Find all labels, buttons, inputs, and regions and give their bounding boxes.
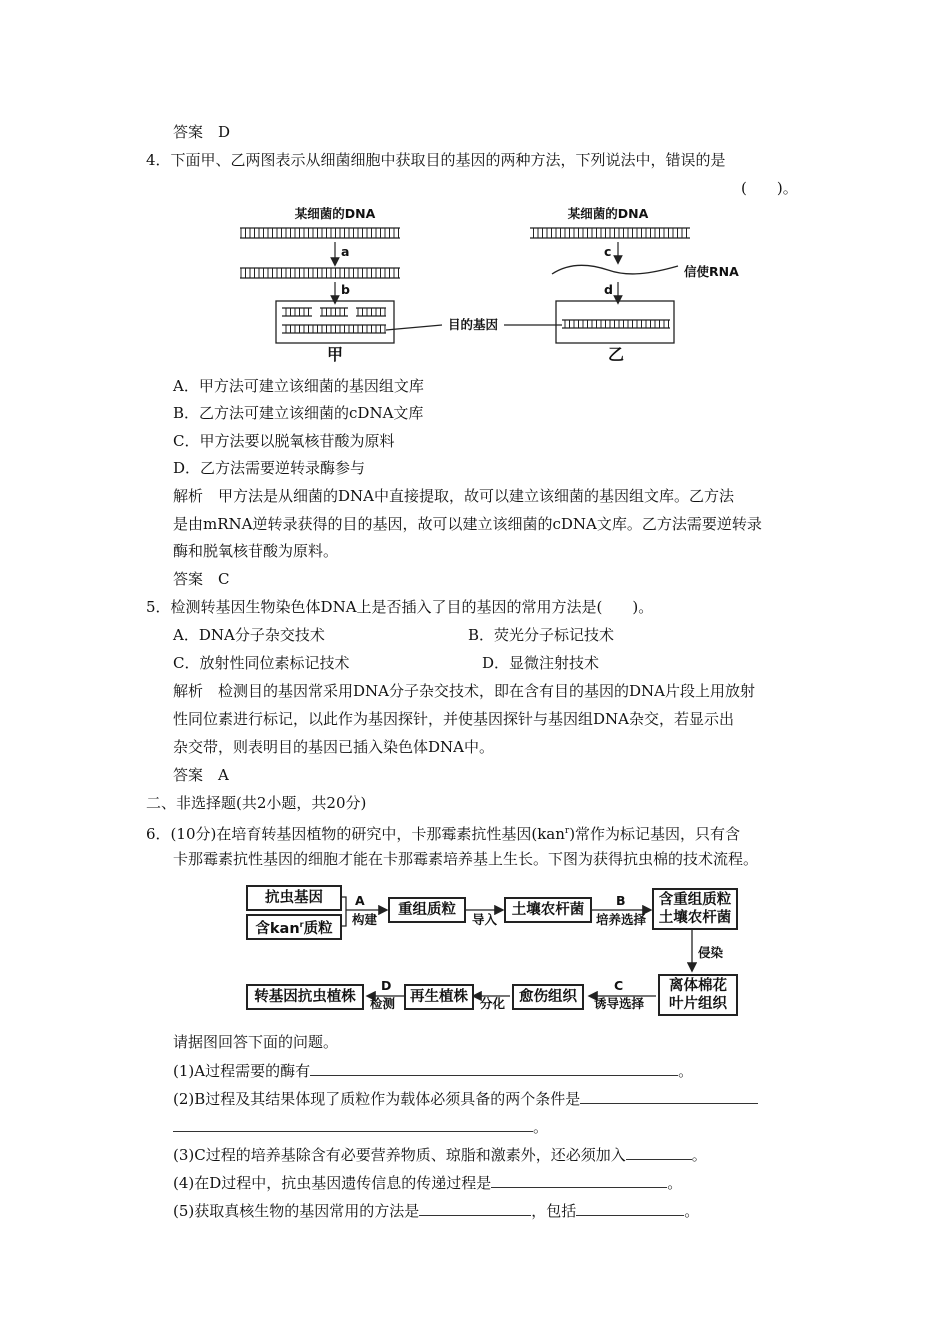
box-regenerated-plant: 再生植株 [404,984,474,1010]
bacterial-dna-strand-left [240,228,400,238]
step-d-desc: 检测 [370,996,396,1011]
q6-prompt: 请据图回答下面的问题。 [173,1033,339,1051]
answer-blank-2b[interactable] [173,1116,533,1132]
step-a-desc: 构建 [352,912,378,927]
answer-blank-1[interactable] [310,1060,678,1076]
q4-option-c: C．甲方法要以脱氧核苷酸为原料 [173,432,395,450]
box-callus: 愈伤组织 [512,984,584,1010]
dna-label-left: 某细菌的DNA [294,206,376,221]
target-gene-label: 目的基因 [447,317,499,332]
step-d-label: d [604,282,613,297]
q4-figure [240,204,760,366]
step-import: 导入 [472,912,498,927]
q4-option-d: D．乙方法需要逆转录酶参与 [173,459,366,477]
box-recombinant-plasmid: 重组质粒 [388,897,466,923]
q6-sub4: (4)在D过程中，抗虫基因遗传信息的传递过程是 。 [173,1174,683,1192]
answer-blank-5b[interactable] [576,1200,684,1216]
q5-answer: 答案 A [173,766,229,784]
cdna-strand [562,320,670,328]
q4-option-a: A．甲方法可建立该细菌的基因组文库 [173,377,424,395]
q5-stem: 5．检测转基因生物染色体DNA上是否插入了目的基因的常用方法是( )。 [146,598,654,616]
q6-sub2: (2)B过程及其结果体现了质粒作为载体必须具备的两个条件是 [173,1088,758,1109]
gene-fragments [282,308,386,333]
q6-stem-line1: 6．(10分)在培育转基因植物的研究中，卡那霉素抗性基因(kan$^r$)常作为标记基因，只有含 [146,825,741,843]
mrna-strand [552,265,678,274]
step-d-label: D [381,978,392,993]
answer-prev: 答案 D [173,123,231,141]
q4-analysis-line1: 解析 甲方法是从细菌的DNA中直接提取，故可以建立该细菌的基因组文库。乙方法 [173,487,734,505]
answer-blank-4[interactable] [491,1172,667,1188]
q4-option-b: B．乙方法可建立该细菌的cDNA文库 [173,404,424,422]
box-agrobacterium-with-plasmid: 含重组质粒 土壤农杆菌 [652,888,738,930]
dna-strand-processed [240,268,400,278]
q4-analysis-line2: 是由mRNA逆转录获得的目的基因，故可以建立该细菌的cDNA文库。乙方法需要逆转录 [173,515,762,533]
box-transgenic-plant: 转基因抗虫植株 [246,984,364,1010]
q4-answer: 答案 C [173,570,230,588]
step-differentiation: 分化 [480,996,506,1011]
step-b-desc: 培养选择 [596,912,647,927]
step-c-desc: 诱导选择 [594,996,645,1011]
step-c-label: c [604,244,612,259]
q6-sub1: (1)A过程需要的酶有 。 [173,1062,694,1080]
box-agrobacterium: 土壤农杆菌 [504,897,592,923]
answer-blank-5a[interactable] [419,1200,531,1216]
q6-stem-line2: 卡那霉素抗性基因的细胞才能在卡那霉素培养基上生长。下图为获得抗虫棉的技术流程。 [173,850,759,868]
step-a-label: A [355,893,365,908]
q5-option-b: B．荧光分子标记技术 [468,626,615,644]
section-2-heading: 二、非选择题(共2小题，共20分) [146,794,367,812]
box-insect-resistance-gene: 抗虫基因 [246,885,342,911]
mrna-label: 信使RNA [684,264,739,279]
box-cotton-leaf-tissue: 离体棉花 叶片组织 [658,974,738,1016]
panel-label-right: 乙 [607,345,625,364]
step-a-label: a [341,244,350,259]
q6-sub2-cont: 。 [173,1116,548,1137]
q5-analysis-line3: 杂交带，则表明目的基因已插入染色体DNA中。 [173,738,494,756]
bacterial-dna-strand-right [530,228,690,238]
panel-label-left: 甲 [326,345,344,364]
answer-blank-2a[interactable] [580,1088,758,1104]
library-box-left [276,301,394,343]
q4-stem: 4．下面甲、乙两图表示从细菌细胞中获取目的基因的两种方法，下列说法中，错误的是 [146,151,726,169]
q5-option-c: C．放射性同位素标记技术 [173,654,350,672]
q5-analysis-line2: 性同位素进行标记，以此作为基因探针，并使基因探针与基因组DNA杂交，若显示出 [173,710,734,728]
q5-analysis-line1: 解析 检测目的基因常采用DNA分子杂交技术，即在含有目的基因的DNA片段上用放射 [173,682,755,700]
step-b-label: b [341,282,350,297]
q5-option-d: D．显微注射技术 [482,654,600,672]
step-infect: 侵染 [698,945,724,960]
q6-sub5: (5)获取真核生物的基因常用的方法是 ，包括 。 [173,1202,700,1220]
q4-answer-paren: ( )。 [741,179,798,197]
step-c-label: C [614,978,624,993]
q4-analysis-line3: 酶和脱氧核苷酸为原料。 [173,542,339,560]
step-b-label: B [616,893,626,908]
q5-option-a: A．DNA分子杂交技术 [173,626,325,644]
box-kan-plasmid: 含kan$^r$质粒 [246,914,342,940]
dna-label-right: 某细菌的DNA [567,206,649,221]
answer-blank-3[interactable] [626,1144,692,1160]
q6-sub3: (3)C过程的培养基除含有必要营养物质、琼脂和激素外，还必须加入 。 [173,1146,707,1164]
